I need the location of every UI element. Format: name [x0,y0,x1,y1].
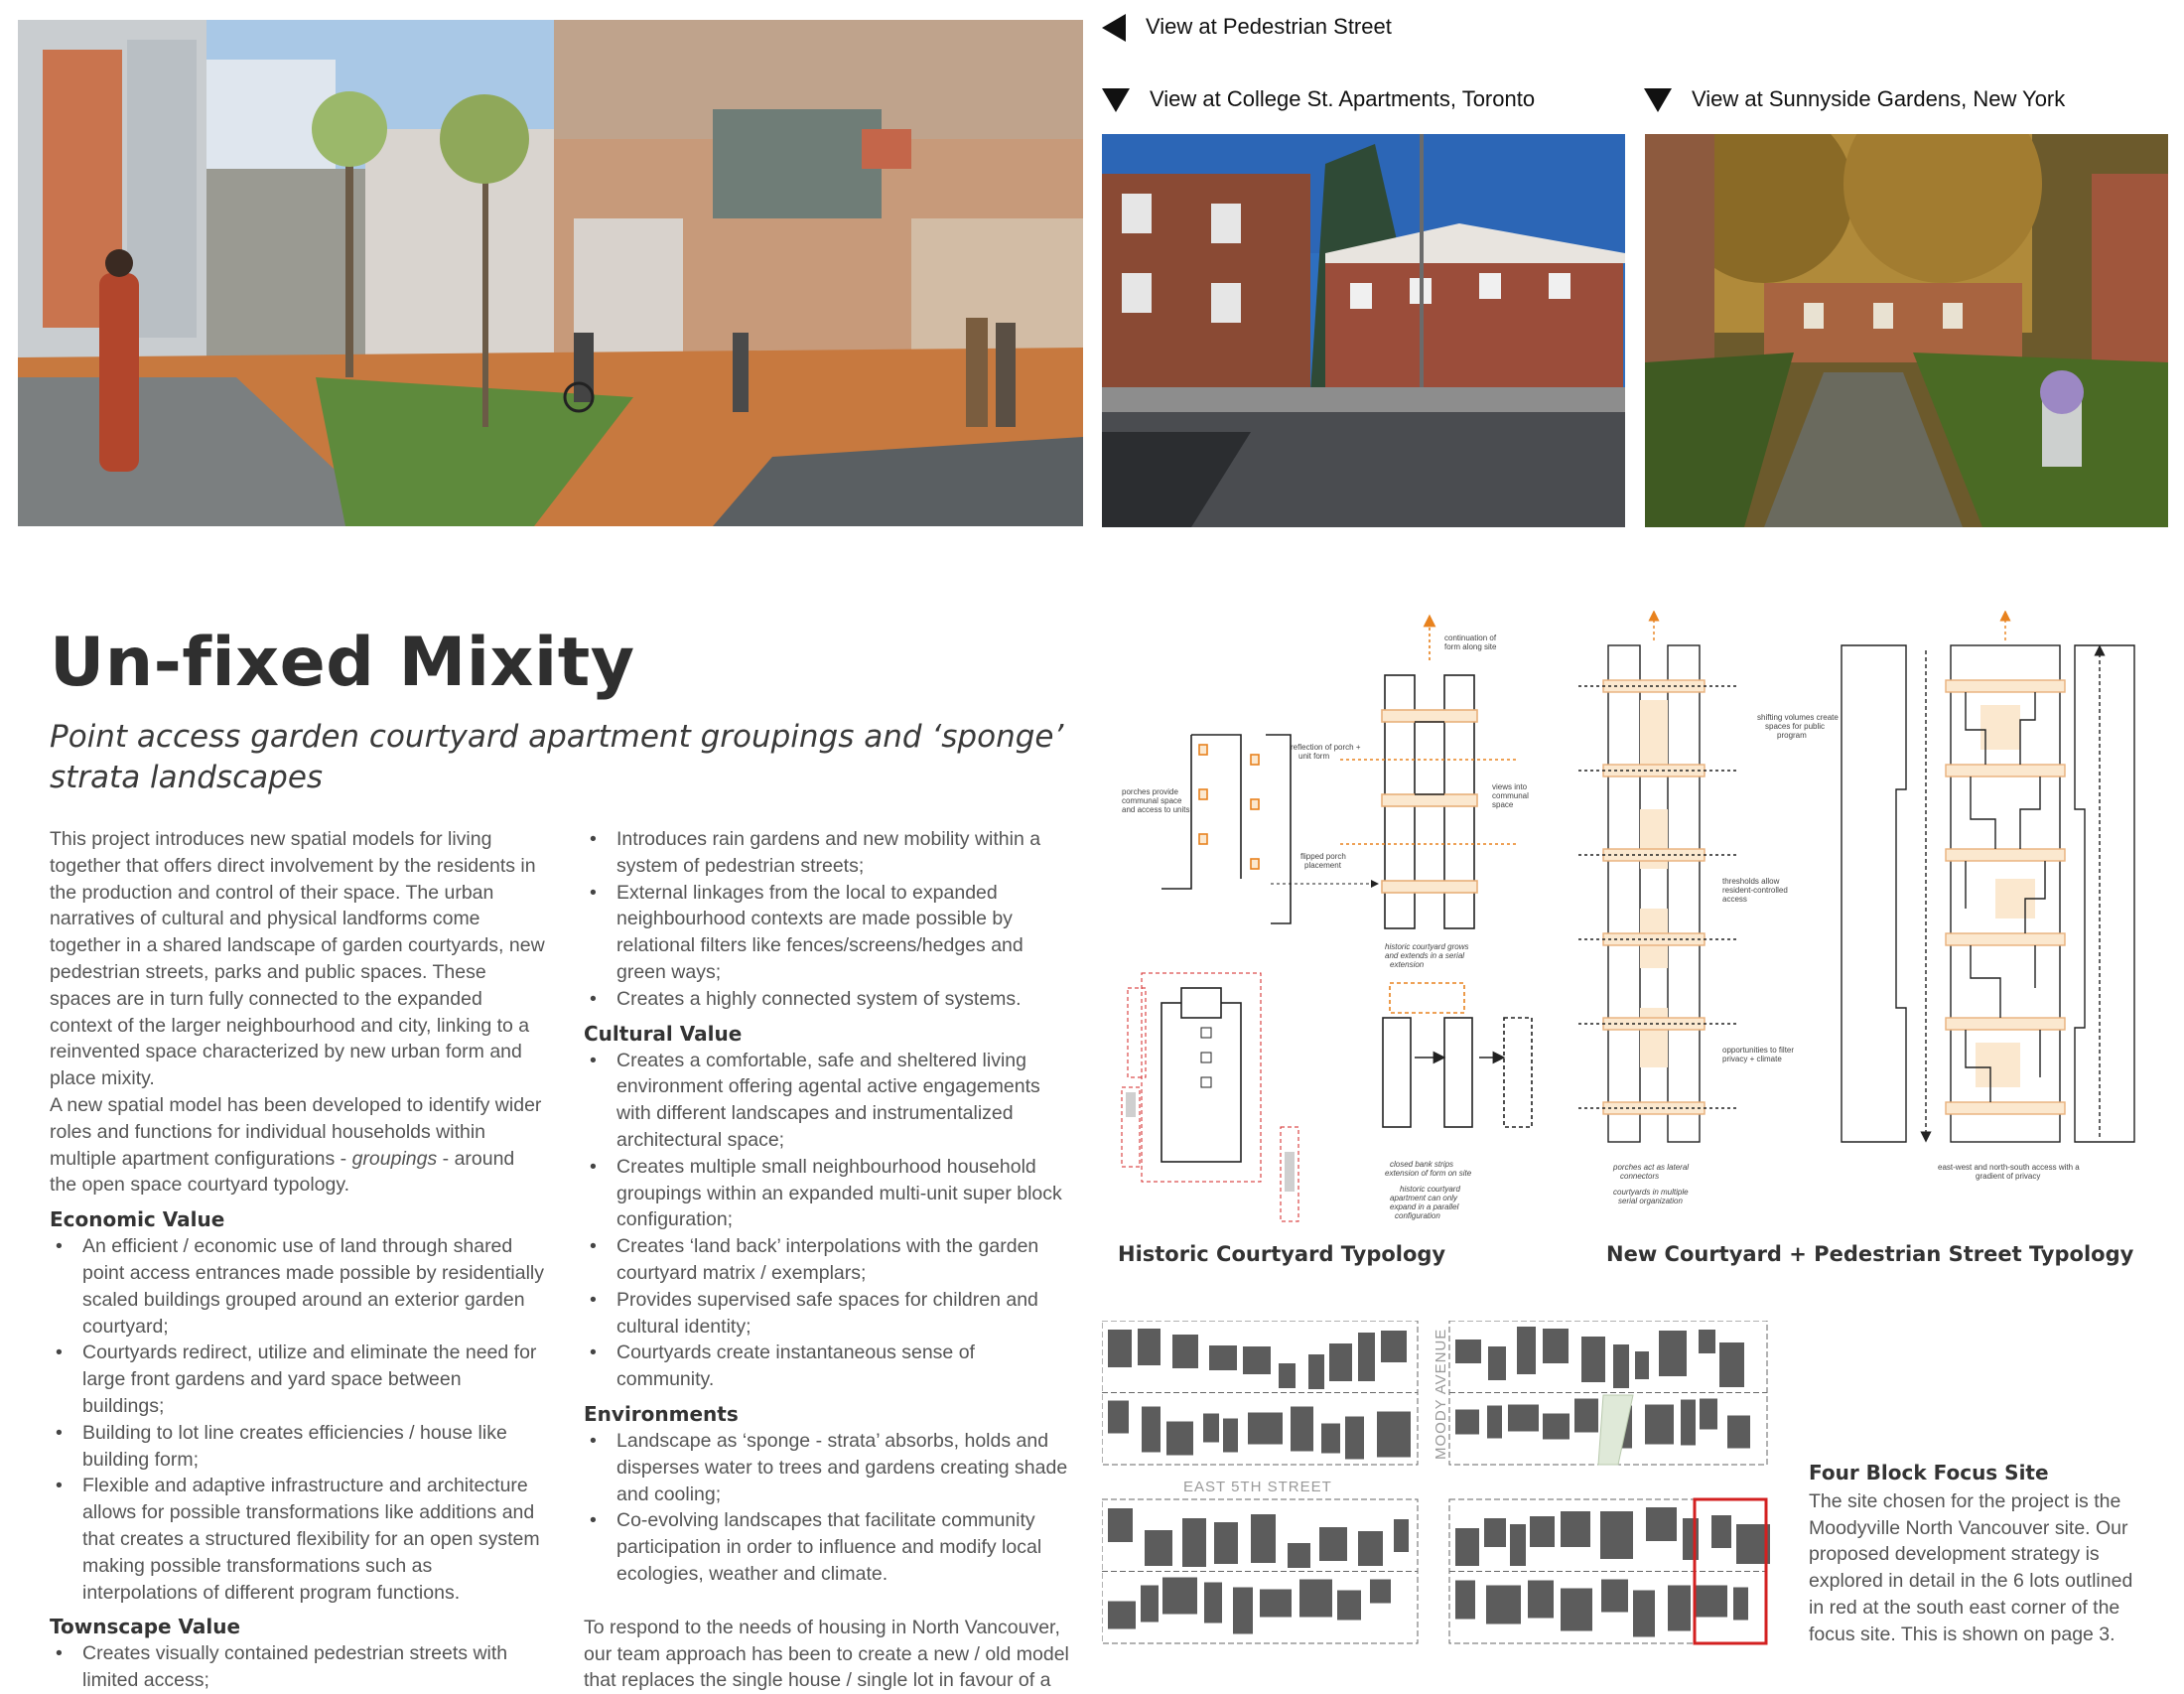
building-footprint [1510,1524,1526,1566]
note-lateral: porches act as lateral connectors [1613,1163,1690,1181]
building-footprint [1681,1400,1696,1446]
townscape-value-list [50,1640,546,1694]
building-footprint [1646,1507,1677,1541]
building-footprint [1455,1528,1479,1566]
building-footprint [1233,1588,1253,1634]
building-footprint [1358,1531,1383,1566]
list-item: • Creates a highly connected system of systems. [584,986,1075,1013]
economic-value-heading: Economic Value [50,1207,225,1232]
building-footprint [1683,1518,1699,1560]
townscape-value-list-continued [584,826,1075,1013]
college-st-photo [1102,134,1625,527]
building-footprint [1711,1515,1731,1548]
note-flipped: flipped porch placement [1300,852,1346,870]
page-subtitle: Point access garden courtyard apartment groupings and ‘sponge’ strata landscapes [50,719,1064,795]
caption-college-st: View at College St. Apartments, Toronto [1102,86,1535,112]
building-footprint [1733,1588,1748,1621]
building-footprint [1288,1543,1310,1568]
list-item: • An efficient / economic use of land through shared point access entrances made possible by residentially scaled buildings grouped around an exterior garden courtyard; [50,1233,546,1340]
focus-site-text: The site chosen for the project is the Moodyville North Vancouver site. Our proposed development strategy is explored in detail in the 6 lots outlined in red at the south east corner of the focus site. This is shown on page 3. [1809,1489,2133,1645]
closing-paragraph: To respond to the needs of housing in North Vancouver, our team approach has been to create a new / old model that replaces the single house / single lot in favour of a [584,1616,1069,1692]
building-footprint [1370,1580,1391,1604]
list-item: • Creates visually contained pedestrian streets with limited access; [50,1640,546,1694]
note-serial: courtyards in multiple serial organization [1613,1188,1689,1205]
historic-plan-small [1161,735,1291,923]
building-footprint [1108,1330,1132,1367]
list-item: • Co-evolving landscapes that facilitate community participation in order to influence and modify local ecologies, weather and climate. [584,1507,1075,1587]
building-footprint [1329,1343,1352,1381]
building-footprint [1719,1342,1744,1387]
building-footprint [1700,1399,1717,1430]
building-footprint [1727,1416,1750,1449]
pointer-left-icon [1102,14,1126,42]
building-footprint [1455,1410,1479,1435]
building-footprint [1108,1508,1133,1542]
building-footprint [1543,1329,1569,1363]
building-footprint [1108,1602,1136,1629]
list-item: • External linkages from the local to expanded neighbourhood contexts are made possible by relational filters like fences/screens/hedges and green ways; [584,880,1075,986]
building-footprint [1381,1331,1407,1362]
intro-paragraph-2: A new spatial model has been developed to identify wider roles and functions for individual households within multiple apartment configurations - groupings - around the open space courtyard typology. [50,1093,542,1197]
building-footprint [1108,1401,1129,1434]
building-footprint [1214,1522,1238,1564]
note-continuation: continuation of form along site [1444,634,1497,651]
building-footprint [1319,1527,1347,1561]
building-footprint [1279,1363,1296,1388]
list-item: • Creates multiple small neighbourhood household groupings within an expanded multi-unit super block configuration; [584,1154,1075,1233]
building-footprint [1203,1414,1219,1443]
building-footprint [1172,1335,1198,1368]
historic-parallel [1383,983,1532,1127]
building-footprint [1574,1399,1598,1433]
building-footprint [1613,1344,1629,1388]
building-footprint [1145,1530,1172,1566]
cultural-value-heading: Cultural Value [584,1021,743,1046]
building-footprint [1291,1407,1313,1452]
building-footprint [1484,1518,1506,1547]
building-footprint [1455,1340,1481,1363]
environments-heading: Environments [584,1401,739,1426]
list-item: • Flexible and adaptive infrastructure and architecture allows for possible transformations like additions and that creates a structured flexibility for an open system making possible transformations such as interpolations of different program functions. [50,1473,546,1606]
list-item: • Creates ‘land back’ interpolations with the garden courtyard matrix / exemplars; [584,1233,1075,1287]
intro-paragraph: This project introduces new spatial models for living together that offers direct involvement by the residents in the production and control of their space. The urban narratives of cultural and physical landforms come together in a shared landscape of garden courtyards, new pedestrian streets, parks and public spaces. These spaces are in turn fully connected to the expanded context of the larger neighbourhood and city, linking to a reinvented space characterized by new urban form and place mixity. [50,828,545,1090]
building-footprint [1204,1583,1222,1623]
list-item: • Building to lot line creates efficiencies / house like building form; [50,1420,546,1474]
building-footprint [1561,1511,1590,1547]
list-item: • Creates a comfortable, safe and sheltered living environment offering agental active engagements with different landscapes and instrumentalized architectural space; [584,1048,1075,1154]
building-footprint [1345,1417,1364,1460]
building-footprint [1600,1511,1633,1559]
building-footprint [1486,1586,1521,1624]
building-footprint [1243,1346,1271,1374]
typology-diagrams [1102,611,2164,1246]
pointer-down-icon [1102,88,1130,112]
building-footprint [1394,1519,1409,1552]
building-footprint [1142,1407,1160,1453]
building-footprint [1530,1516,1555,1547]
building-footprint [1299,1580,1332,1618]
building-footprint [1182,1518,1206,1567]
four-block-site-plan [1102,1321,1777,1648]
building-footprint [1517,1327,1536,1374]
page-title: Un-fixed Mixity [50,624,635,702]
historic-typology-title: Historic Courtyard Typology [1118,1242,1446,1266]
text-column-middle [584,826,1075,1694]
caption-pedestrian-street: View at Pedestrian Street [1102,14,1392,42]
building-footprint [1166,1422,1193,1456]
historic-strip [1340,621,1519,928]
building-footprint [1633,1591,1655,1637]
list-item: • Courtyards redirect, utilize and eliminate the need for large front gardens and yard space between buildings; [50,1340,546,1419]
building-footprint [1358,1333,1375,1381]
building-footprint [1321,1424,1340,1454]
building-footprint [1528,1581,1554,1619]
focus-site-panel [1809,1460,2146,1648]
building-footprint [1260,1590,1292,1618]
note-gradient: east-west and north-south access with a gradient of privacy [1938,1163,2080,1181]
historic-plan-red [1122,973,1298,1221]
note-views: views into communal space [1492,782,1529,809]
building-footprint [1162,1578,1197,1615]
building-footprint [1223,1419,1238,1453]
new-courtyard-plan [1842,616,2134,1142]
list-item: • Introduces rain gardens and new mobility within a system of pedestrian streets; [584,826,1075,880]
building-footprint [1488,1346,1506,1380]
building-footprint [1251,1514,1276,1563]
building-footprint [1659,1331,1687,1376]
note-historic-grows: historic courtyard grows and extends in a serial extension [1385,942,1469,969]
east-5th-street-label: EAST 5TH STREET [1183,1479,1332,1495]
new-typology-title: New Courtyard + Pedestrian Street Typology [1606,1242,2134,1266]
note-porches: porches provide communal space and access to units [1122,787,1190,814]
building-footprint [1699,1330,1715,1353]
note-reflection: reflection of porch + unit form [1291,743,1361,761]
sunnyside-gardens-photo [1645,134,2168,527]
building-footprint [1337,1591,1361,1621]
list-item: • Courtyards create instantaneous sense of community. [584,1340,1075,1393]
environments-list [584,1428,1075,1588]
text-column-left [50,826,546,1694]
building-footprint [1561,1589,1592,1631]
building-footprint [1308,1354,1324,1389]
new-courtyard-strip [1578,616,1737,1142]
note-thresholds: thresholds allow resident-controlled access [1722,877,1788,904]
building-footprint [1209,1345,1237,1370]
building-footprint [1543,1414,1570,1440]
building-footprint [1487,1406,1502,1439]
note-closed-bank: closed bank strips extension of form on site [1385,1160,1472,1178]
pedestrian-street-rendering [18,20,1083,526]
note-opportunities: opportunities to filter privacy + climate [1722,1046,1795,1063]
list-item: • Landscape as ‘sponge - strata’ absorbs, holds and disperses water to trees and gardens creating shade and cooling; [584,1428,1075,1507]
townscape-value-heading: Townscape Value [50,1615,241,1639]
building-footprint [1508,1405,1539,1432]
building-footprint [1668,1586,1691,1631]
note-parallel: historic courtyard apartment can only expand in a parallel configuration [1390,1185,1460,1220]
building-footprint [1377,1412,1411,1458]
building-footprint [1601,1580,1628,1613]
building-footprint [1645,1405,1674,1445]
building-footprint [1138,1329,1160,1365]
note-shifting: shifting volumes create spaces for public program [1757,713,1839,740]
caption-sunnyside: View at Sunnyside Gardens, New York [1644,86,2065,112]
moody-avenue-label: MOODY AVENUE [1433,1328,1449,1460]
building-footprint [1581,1337,1605,1382]
building-footprint [1695,1586,1727,1618]
building-footprint [1248,1413,1283,1445]
pointer-down-icon [1644,88,1672,112]
cultural-value-list [584,1048,1075,1393]
economic-value-list [50,1233,546,1606]
building-footprint [1455,1581,1475,1620]
building-footprint [1141,1586,1159,1623]
building-footprint [1635,1351,1649,1379]
list-item: • Provides supervised safe spaces for children and cultural identity; [584,1287,1075,1341]
focus-site-heading: Four Block Focus Site [1809,1461,2049,1484]
